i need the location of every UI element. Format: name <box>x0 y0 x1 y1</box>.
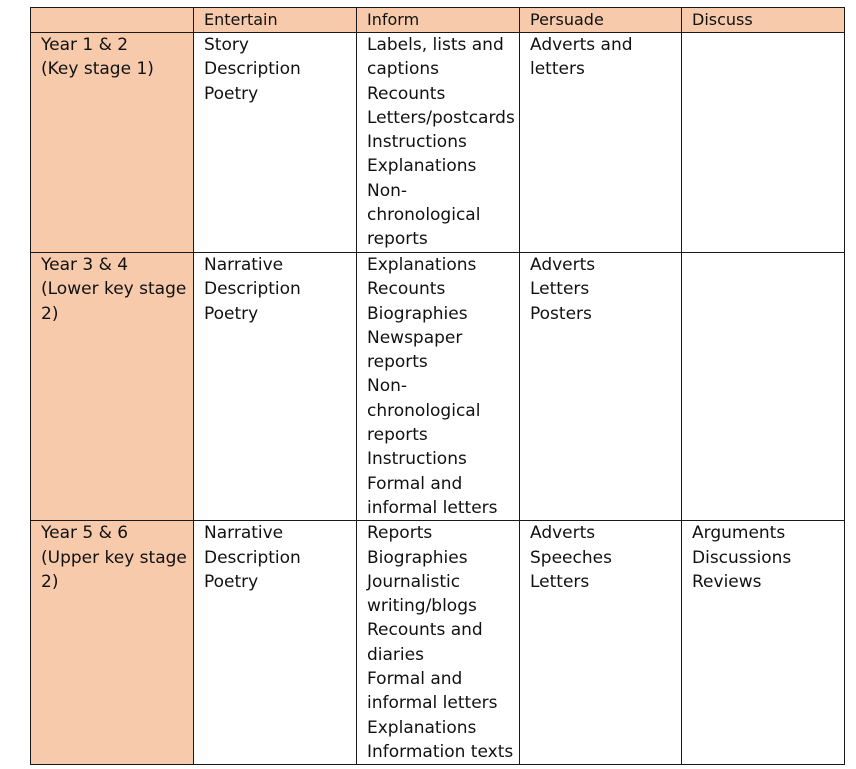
cell-line: Year 3 & 4 <box>41 255 129 275</box>
table-row <box>31 521 845 765</box>
header-cell-entertain: Entertain <box>194 8 357 33</box>
cell-line: Formal and <box>367 473 463 494</box>
cell-line: Biographies <box>367 547 468 568</box>
cell-line: Labels, lists and <box>367 35 504 55</box>
cell-line: Adverts and <box>530 35 633 55</box>
cell-line: reports <box>367 229 428 250</box>
cell-line: Poetry <box>204 303 259 324</box>
cell-line: Recounts <box>367 83 446 104</box>
cell-line: Recounts <box>367 279 446 300</box>
cell-line: Adverts <box>530 523 596 544</box>
inform-cell <box>357 253 520 521</box>
cell-line: Year 1 & 2 <box>41 35 129 55</box>
persuade-cell <box>520 521 682 765</box>
cell-line: diaries <box>367 644 424 665</box>
discuss-cell <box>682 521 845 765</box>
cell-line: Information texts <box>367 741 514 762</box>
header-cell-corner <box>31 8 194 33</box>
cell-line: writing/blogs <box>367 596 477 617</box>
stage-cell <box>31 33 194 253</box>
header-cell-inform: Inform <box>357 8 520 33</box>
cell-line: informal letters <box>367 693 498 714</box>
entertain-cell <box>194 521 357 765</box>
cell-line: Speeches <box>530 547 612 568</box>
cell-line: chronological <box>367 400 481 421</box>
cell-line: Reviews <box>692 571 762 592</box>
cell-line: Letters <box>530 279 590 300</box>
cell-line: Non- <box>367 376 408 397</box>
discuss-cell <box>682 33 845 253</box>
stage-cell <box>31 521 194 765</box>
writing-purposes-table <box>30 7 845 765</box>
stage-cell <box>31 253 194 521</box>
header-cell-persuade: Persuade <box>520 8 682 33</box>
cell-line: Journalistic <box>367 571 461 592</box>
inform-cell <box>357 33 520 253</box>
persuade-cell <box>520 33 682 253</box>
cell-line: (Key stage 1) <box>41 59 154 80</box>
cell-line: 2) <box>41 303 59 324</box>
cell-line: captions <box>367 59 439 80</box>
inform-cell <box>357 521 520 765</box>
persuade-cell <box>520 253 682 521</box>
table-row <box>31 33 845 253</box>
header-cell-discuss: Discuss <box>682 8 845 33</box>
cell-line: Newspaper <box>367 327 463 348</box>
cell-line: Instructions <box>367 132 467 153</box>
cell-line: Description <box>204 547 301 568</box>
cell-line: Explanations <box>367 156 477 177</box>
cell-line: Adverts <box>530 255 596 275</box>
table-row <box>31 253 845 521</box>
cell-line: Narrative <box>204 255 284 275</box>
cell-line: Letters/postcards <box>367 107 515 128</box>
cell-line: Recounts and <box>367 620 483 641</box>
cell-line: 2) <box>41 571 59 592</box>
entertain-cell <box>194 33 357 253</box>
cell-line: Reports <box>367 523 433 544</box>
cell-line: Biographies <box>367 303 468 324</box>
cell-line: reports <box>367 425 428 446</box>
cell-line: Non- <box>367 180 408 201</box>
entertain-cell <box>194 253 357 521</box>
cell-line: Instructions <box>367 449 467 470</box>
cell-line: Explanations <box>367 717 477 738</box>
cell-line: reports <box>367 352 428 373</box>
table-header-row <box>31 8 845 33</box>
cell-line: Narrative <box>204 523 284 544</box>
cell-line: Poetry <box>204 571 259 592</box>
cell-line: Letters <box>530 571 590 592</box>
cell-line: (Lower key stage <box>41 279 187 300</box>
cell-line: Formal and <box>367 669 463 690</box>
cell-line: Poetry <box>204 83 259 104</box>
cell-line: Arguments <box>692 523 786 544</box>
cell-line: chronological <box>367 205 481 226</box>
cell-line: (Upper key stage <box>41 547 187 568</box>
cell-line: Discussions <box>692 547 792 568</box>
cell-line: Explanations <box>367 255 477 275</box>
cell-line: letters <box>530 59 585 80</box>
cell-line: Posters <box>530 303 592 324</box>
cell-line: informal letters <box>367 497 498 518</box>
discuss-cell <box>682 253 845 521</box>
cell-line: Story <box>204 35 249 55</box>
cell-line: Year 5 & 6 <box>41 523 129 544</box>
cell-line: Description <box>204 59 301 80</box>
cell-line: Description <box>204 279 301 300</box>
